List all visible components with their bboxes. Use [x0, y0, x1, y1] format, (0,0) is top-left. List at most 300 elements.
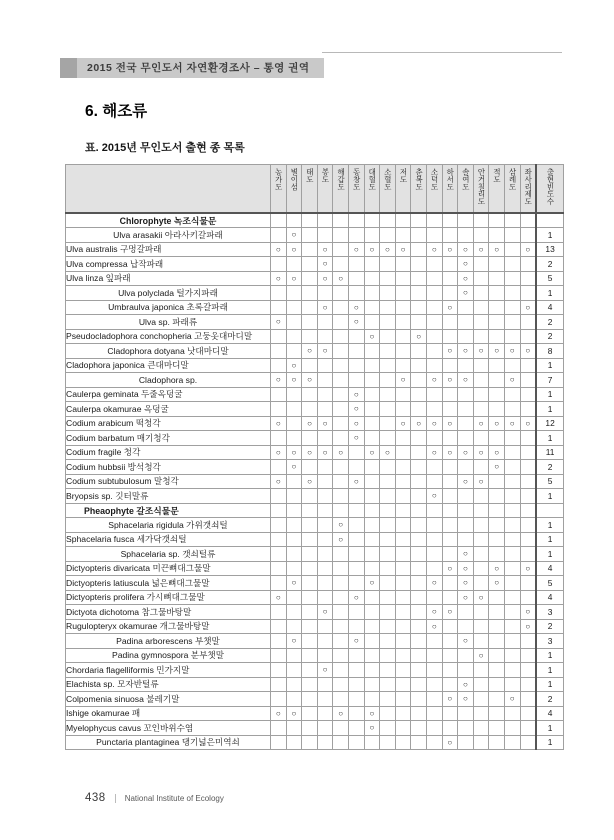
species-name-cell: Codium arabicum 떡청각 — [66, 416, 271, 431]
species-name-cell: Sphacelaria fusca 세가닥갯쇠털 — [66, 532, 271, 547]
column-header-island — [489, 165, 505, 214]
species-row — [66, 445, 564, 460]
presence-cell — [317, 634, 333, 649]
species-name-cell: Padina arborescens 부챗말 — [66, 634, 271, 649]
presence-cell: ○ — [348, 634, 364, 649]
footer-divider — [115, 794, 116, 803]
presence-cell — [489, 271, 505, 286]
presence-cell — [348, 721, 364, 736]
presence-cell: ○ — [348, 242, 364, 257]
presence-cell: ○ — [286, 634, 302, 649]
presence-cell: ○ — [504, 692, 520, 707]
presence-cell — [302, 213, 318, 228]
presence-cell: ○ — [473, 474, 489, 489]
presence-cell — [364, 634, 380, 649]
presence-cell: ○ — [426, 489, 442, 504]
species-row — [66, 663, 564, 678]
column-header-island — [442, 165, 458, 214]
presence-cell — [411, 706, 427, 721]
presence-cell — [395, 648, 411, 663]
column-header-label: 태도 — [305, 168, 315, 183]
presence-cell — [380, 503, 396, 518]
frequency-cell: 5 — [536, 271, 564, 286]
presence-cell — [442, 315, 458, 330]
presence-cell — [286, 561, 302, 576]
species-row — [66, 692, 564, 707]
presence-cell — [271, 721, 287, 736]
presence-cell — [302, 387, 318, 402]
presence-cell — [520, 590, 536, 605]
presence-cell — [380, 373, 396, 388]
presence-cell — [473, 286, 489, 301]
presence-cell — [473, 228, 489, 243]
presence-cell — [411, 692, 427, 707]
species-row — [66, 329, 564, 344]
presence-cell — [395, 590, 411, 605]
presence-cell — [504, 735, 520, 750]
presence-cell — [380, 228, 396, 243]
presence-cell — [411, 721, 427, 736]
presence-cell — [317, 648, 333, 663]
presence-cell — [317, 474, 333, 489]
presence-cell — [395, 329, 411, 344]
presence-cell — [395, 431, 411, 446]
presence-cell — [520, 474, 536, 489]
presence-cell — [302, 242, 318, 257]
presence-cell: ○ — [364, 721, 380, 736]
presence-cell — [411, 300, 427, 315]
frequency-cell: 3 — [536, 605, 564, 620]
presence-cell — [364, 532, 380, 547]
presence-cell — [395, 561, 411, 576]
presence-cell: ○ — [504, 373, 520, 388]
presence-cell — [426, 663, 442, 678]
frequency-cell: 11 — [536, 445, 564, 460]
presence-cell — [333, 344, 349, 359]
frequency-cell: 3 — [536, 634, 564, 649]
presence-cell — [395, 518, 411, 533]
presence-cell: ○ — [271, 416, 287, 431]
presence-cell — [286, 648, 302, 663]
presence-cell: ○ — [364, 329, 380, 344]
presence-cell — [333, 561, 349, 576]
presence-cell: ○ — [411, 416, 427, 431]
presence-cell — [271, 605, 287, 620]
species-table — [65, 164, 564, 750]
species-name-cell: Sphacelaria rigidula 가위갯쇠털 — [66, 518, 271, 533]
presence-cell — [520, 706, 536, 721]
presence-cell — [395, 286, 411, 301]
presence-cell: ○ — [271, 590, 287, 605]
frequency-cell: 4 — [536, 300, 564, 315]
presence-cell — [333, 721, 349, 736]
presence-cell — [286, 518, 302, 533]
presence-cell — [520, 489, 536, 504]
presence-cell: ○ — [520, 605, 536, 620]
presence-cell — [520, 518, 536, 533]
presence-cell — [364, 228, 380, 243]
species-row — [66, 561, 564, 576]
presence-cell — [458, 663, 474, 678]
presence-cell — [271, 735, 287, 750]
species-row — [66, 706, 564, 721]
presence-cell — [333, 677, 349, 692]
top-rule — [322, 52, 562, 53]
presence-cell — [271, 228, 287, 243]
presence-cell — [286, 532, 302, 547]
presence-cell — [411, 242, 427, 257]
presence-cell — [473, 605, 489, 620]
species-row — [66, 228, 564, 243]
presence-cell — [426, 431, 442, 446]
presence-cell — [504, 460, 520, 475]
presence-cell — [426, 329, 442, 344]
species-name-cell: Dictyopteris latiuscula 넓은뼈대그물말 — [66, 576, 271, 591]
presence-cell — [504, 547, 520, 562]
species-row — [66, 373, 564, 388]
presence-cell: ○ — [364, 576, 380, 591]
presence-cell — [348, 735, 364, 750]
presence-cell — [302, 692, 318, 707]
presence-cell — [458, 648, 474, 663]
presence-cell — [426, 706, 442, 721]
presence-cell — [520, 329, 536, 344]
presence-cell: ○ — [520, 416, 536, 431]
presence-cell — [411, 373, 427, 388]
species-row — [66, 677, 564, 692]
presence-cell — [286, 474, 302, 489]
presence-cell: ○ — [317, 271, 333, 286]
presence-cell: ○ — [317, 300, 333, 315]
presence-cell: ○ — [302, 373, 318, 388]
species-table-body — [66, 213, 564, 750]
presence-cell: ○ — [271, 474, 287, 489]
presence-cell — [473, 373, 489, 388]
presence-cell — [348, 619, 364, 634]
presence-cell — [520, 271, 536, 286]
presence-cell — [364, 489, 380, 504]
presence-cell: ○ — [271, 373, 287, 388]
frequency-cell: 8 — [536, 344, 564, 359]
presence-cell — [364, 213, 380, 228]
frequency-cell: 1 — [536, 547, 564, 562]
presence-cell: ○ — [302, 445, 318, 460]
presence-cell — [333, 387, 349, 402]
presence-cell — [395, 271, 411, 286]
presence-cell — [333, 358, 349, 373]
species-name-cell: Codium subtubulosum 말청각 — [66, 474, 271, 489]
presence-cell — [348, 518, 364, 533]
column-header-label: 해갑도 — [336, 168, 346, 191]
presence-cell — [411, 532, 427, 547]
presence-cell: ○ — [458, 242, 474, 257]
presence-cell — [333, 242, 349, 257]
presence-cell — [442, 387, 458, 402]
presence-cell — [271, 344, 287, 359]
presence-cell — [504, 663, 520, 678]
presence-cell — [317, 460, 333, 475]
column-header-label: 좌사리제도 — [523, 168, 533, 205]
presence-cell — [458, 358, 474, 373]
presence-cell — [411, 228, 427, 243]
presence-cell — [286, 286, 302, 301]
presence-cell — [426, 547, 442, 562]
presence-cell — [442, 576, 458, 591]
frequency-cell: 1 — [536, 228, 564, 243]
column-header-island — [317, 165, 333, 214]
presence-cell — [520, 677, 536, 692]
presence-cell: ○ — [426, 445, 442, 460]
species-name-cell: Punctaria plantaginea 댕기넓은미역쇠 — [66, 735, 271, 750]
presence-cell — [380, 329, 396, 344]
presence-cell — [286, 213, 302, 228]
presence-cell — [473, 619, 489, 634]
presence-cell — [489, 735, 505, 750]
column-header-island — [302, 165, 318, 214]
species-name-cell: Ulva sp. 파래류 — [66, 315, 271, 330]
presence-cell — [380, 315, 396, 330]
presence-cell — [333, 315, 349, 330]
presence-cell — [504, 387, 520, 402]
column-header-label: 안거칠리도 — [476, 168, 486, 205]
presence-cell — [489, 706, 505, 721]
presence-cell — [395, 257, 411, 272]
presence-cell — [411, 474, 427, 489]
presence-cell — [504, 576, 520, 591]
presence-cell — [395, 358, 411, 373]
presence-cell: ○ — [317, 663, 333, 678]
presence-cell — [520, 402, 536, 417]
frequency-cell: 2 — [536, 329, 564, 344]
presence-cell: ○ — [442, 373, 458, 388]
presence-cell — [426, 721, 442, 736]
species-row — [66, 344, 564, 359]
presence-cell — [395, 619, 411, 634]
presence-cell — [380, 431, 396, 446]
presence-cell — [271, 387, 287, 402]
presence-cell — [395, 460, 411, 475]
presence-cell — [380, 590, 396, 605]
presence-cell: ○ — [364, 445, 380, 460]
presence-cell — [317, 213, 333, 228]
species-row — [66, 315, 564, 330]
presence-cell: ○ — [333, 706, 349, 721]
presence-cell — [411, 344, 427, 359]
presence-cell — [317, 373, 333, 388]
presence-cell — [411, 663, 427, 678]
presence-cell — [442, 721, 458, 736]
presence-cell — [348, 663, 364, 678]
presence-cell: ○ — [473, 590, 489, 605]
presence-cell — [442, 619, 458, 634]
presence-cell — [271, 663, 287, 678]
species-name-cell: Dictyopteris divaricata 미끈뼈대그물말 — [66, 561, 271, 576]
presence-cell — [520, 692, 536, 707]
frequency-cell: 1 — [536, 402, 564, 417]
presence-cell — [302, 300, 318, 315]
presence-cell — [411, 648, 427, 663]
presence-cell — [426, 315, 442, 330]
frequency-cell: 1 — [536, 431, 564, 446]
species-row — [66, 402, 564, 417]
presence-cell: ○ — [317, 416, 333, 431]
species-name-cell: Sphacelaria sp. 갯쇠털류 — [66, 547, 271, 562]
presence-cell: ○ — [504, 416, 520, 431]
presence-cell — [333, 373, 349, 388]
species-row — [66, 257, 564, 272]
column-header-label: 농가도 — [274, 168, 284, 191]
presence-cell — [348, 576, 364, 591]
presence-cell — [380, 271, 396, 286]
presence-cell — [489, 547, 505, 562]
species-name-cell: Rugulopteryx okamurae 개그물바탕말 — [66, 619, 271, 634]
presence-cell: ○ — [317, 344, 333, 359]
presence-cell: ○ — [302, 416, 318, 431]
presence-cell — [411, 286, 427, 301]
presence-cell — [380, 721, 396, 736]
presence-cell — [489, 213, 505, 228]
presence-cell: ○ — [458, 677, 474, 692]
presence-cell — [426, 503, 442, 518]
presence-cell — [333, 576, 349, 591]
presence-cell — [395, 315, 411, 330]
presence-cell — [364, 503, 380, 518]
presence-cell — [426, 387, 442, 402]
presence-cell — [302, 315, 318, 330]
presence-cell — [395, 634, 411, 649]
presence-cell — [489, 329, 505, 344]
presence-cell — [504, 474, 520, 489]
presence-cell — [271, 329, 287, 344]
column-header-island — [364, 165, 380, 214]
column-header-label: 소덕도 — [430, 168, 440, 191]
species-row — [66, 460, 564, 475]
frequency-cell: 4 — [536, 706, 564, 721]
presence-cell — [504, 329, 520, 344]
presence-cell: ○ — [442, 692, 458, 707]
presence-cell — [348, 648, 364, 663]
presence-cell — [426, 590, 442, 605]
presence-cell — [504, 402, 520, 417]
presence-cell — [520, 358, 536, 373]
presence-cell: ○ — [504, 344, 520, 359]
presence-cell — [302, 547, 318, 562]
presence-cell — [333, 605, 349, 620]
presence-cell — [348, 547, 364, 562]
presence-cell: ○ — [473, 416, 489, 431]
presence-cell — [317, 561, 333, 576]
presence-cell — [333, 547, 349, 562]
column-header-island — [333, 165, 349, 214]
presence-cell — [442, 648, 458, 663]
species-row — [66, 605, 564, 620]
page-title: 6. 해조류 — [85, 103, 148, 120]
presence-cell — [271, 692, 287, 707]
presence-cell — [271, 503, 287, 518]
column-header-label: 동창도 — [352, 168, 362, 191]
presence-cell — [489, 300, 505, 315]
presence-cell — [286, 344, 302, 359]
presence-cell — [395, 706, 411, 721]
presence-cell — [333, 735, 349, 750]
presence-cell: ○ — [333, 271, 349, 286]
presence-cell — [489, 692, 505, 707]
presence-cell — [364, 663, 380, 678]
column-header-label: 출현빈도수 — [545, 168, 555, 205]
species-row — [66, 358, 564, 373]
presence-cell — [302, 605, 318, 620]
frequency-cell: 1 — [536, 532, 564, 547]
presence-cell: ○ — [348, 431, 364, 446]
presence-cell — [380, 474, 396, 489]
presence-cell — [317, 402, 333, 417]
species-name-cell: Elachista sp. 모자반털류 — [66, 677, 271, 692]
presence-cell — [489, 663, 505, 678]
presence-cell: ○ — [317, 605, 333, 620]
species-row — [66, 271, 564, 286]
presence-cell: ○ — [380, 242, 396, 257]
presence-cell — [348, 271, 364, 286]
presence-cell — [395, 721, 411, 736]
species-name-cell: Ulva polyclada 털가지파래 — [66, 286, 271, 301]
column-header-label: 하서도 — [445, 168, 455, 191]
column-header-island — [520, 165, 536, 214]
presence-cell — [395, 547, 411, 562]
presence-cell — [473, 300, 489, 315]
presence-cell — [458, 431, 474, 446]
presence-cell: ○ — [286, 576, 302, 591]
presence-cell — [473, 358, 489, 373]
presence-cell — [395, 213, 411, 228]
presence-cell — [380, 257, 396, 272]
presence-cell — [348, 561, 364, 576]
presence-cell — [504, 242, 520, 257]
presence-cell — [520, 286, 536, 301]
presence-cell: ○ — [426, 576, 442, 591]
presence-cell: ○ — [426, 373, 442, 388]
species-name-cell: Ulva linza 잎파래 — [66, 271, 271, 286]
presence-cell: ○ — [473, 344, 489, 359]
presence-cell — [395, 300, 411, 315]
presence-cell — [271, 561, 287, 576]
section-name-cell: Pheaophyte 갈조식물문 — [66, 503, 271, 518]
species-name-cell: Umbraulva japonica 초록갈파래 — [66, 300, 271, 315]
presence-cell — [504, 315, 520, 330]
frequency-cell: 13 — [536, 242, 564, 257]
presence-cell — [380, 402, 396, 417]
presence-cell — [271, 431, 287, 446]
species-name-cell: Caulerpa okamurae 옥덩굴 — [66, 402, 271, 417]
presence-cell: ○ — [286, 228, 302, 243]
presence-cell — [458, 213, 474, 228]
presence-cell — [504, 228, 520, 243]
presence-cell — [489, 721, 505, 736]
presence-cell — [348, 489, 364, 504]
presence-cell — [504, 431, 520, 446]
presence-cell — [504, 286, 520, 301]
presence-cell — [411, 518, 427, 533]
presence-cell: ○ — [286, 445, 302, 460]
presence-cell — [504, 605, 520, 620]
presence-cell — [473, 460, 489, 475]
column-header-label: 대혈도 — [367, 168, 377, 191]
presence-cell — [489, 634, 505, 649]
presence-cell — [364, 387, 380, 402]
page-number: 438 — [85, 792, 106, 804]
presence-cell — [426, 271, 442, 286]
presence-cell: ○ — [286, 271, 302, 286]
presence-cell — [426, 402, 442, 417]
